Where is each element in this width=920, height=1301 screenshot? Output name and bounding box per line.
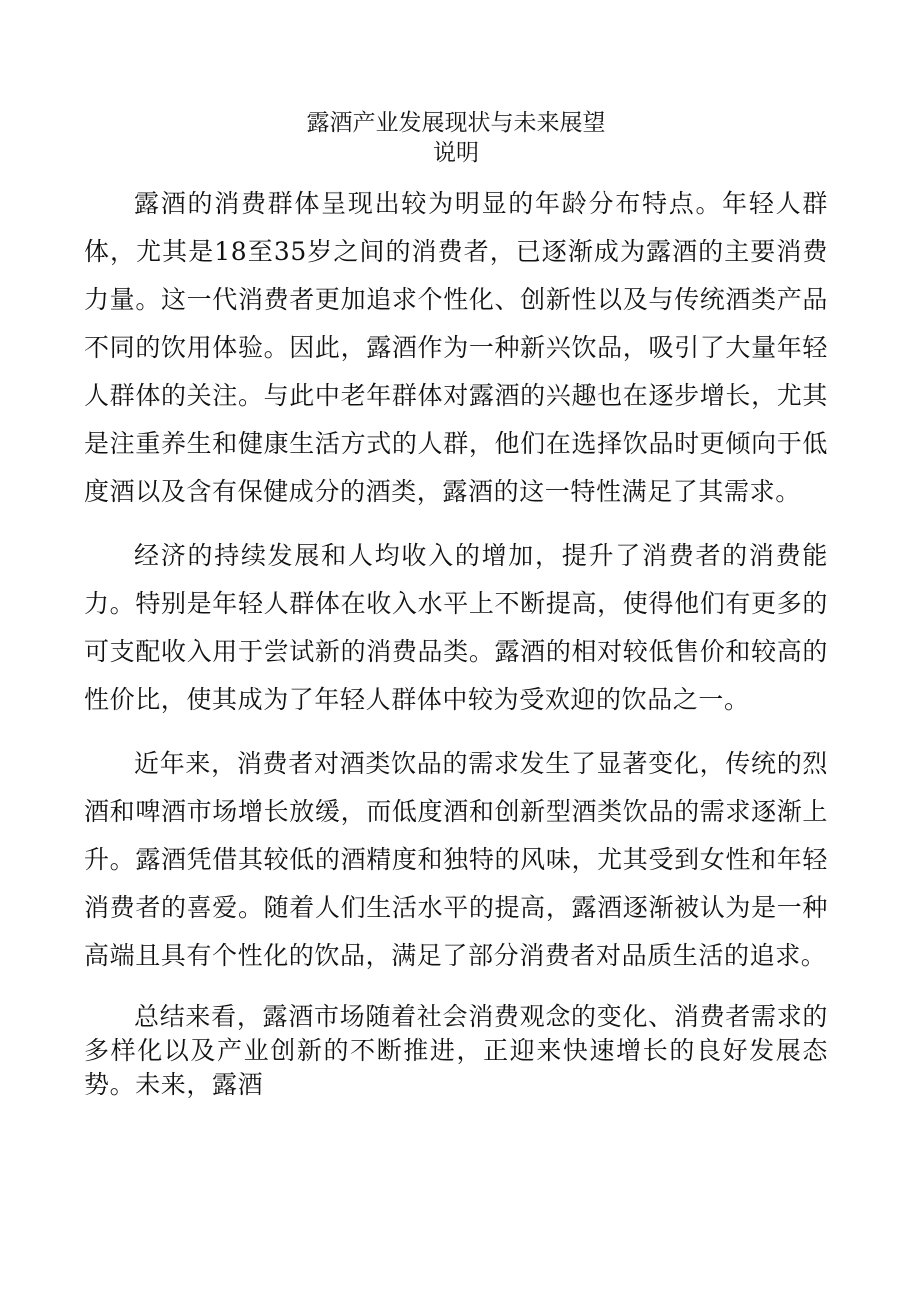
paragraph-demand-change: 近年来，消费者对酒类饮品的需求发生了显著变化，传统的烈酒和啤酒市场增长放缓，而低度酒和创新型酒类饮品的需求逐渐上升。露酒凭借其较低的酒精度和独特的风味，尤其受到女性和年轻消费者的喜爱。随着人们生活水平的提高，露酒逐渐被认为是一种高端且具有个性化的饮品，满足了部分消费者对品质生活的追求。 [84, 749, 828, 970]
document-subtitle: 说明 [433, 140, 479, 166]
document-title: 露酒产业发展现状与未来展望 [306, 110, 606, 136]
paragraph-income: 经济的持续发展和人均收入的增加，提升了消费者的消费能力。特别是年轻人群体在收入水平上不断提高，使得他们有更多的可支配收入用于尝试新的消费品类。露酒的相对较低售价和较高的性价比，使其成为了年轻人群体中较为受欢迎的饮品之一。 [84, 541, 828, 714]
paragraph-consumer-age: 露酒的消费群体呈现出较为明显的年龄分布特点。年轻人群体，尤其是18至35岁之间的消费者，已逐渐成为露酒的主要消费力量。这一代消费者更加追求个性化、创新性以及与传统酒类产品不同的饮用体验。因此，露酒作为一种新兴饮品，吸引了大量年轻人群体的关注。与此中老年群体对露酒的兴趣也在逐步增长，尤其是注重养生和健康生活方式的人群，他们在选择饮品时更倾向于低度酒以及含有保健成分的酒类，露酒的这一特性满足了其需求。 [84, 189, 828, 506]
paragraph-summary: 总结来看，露酒市场随着社会消费观念的变化、消费者需求的多样化以及产业创新的不断推进，正迎来快速增长的良好发展态势。未来，露酒 [84, 1002, 828, 1099]
